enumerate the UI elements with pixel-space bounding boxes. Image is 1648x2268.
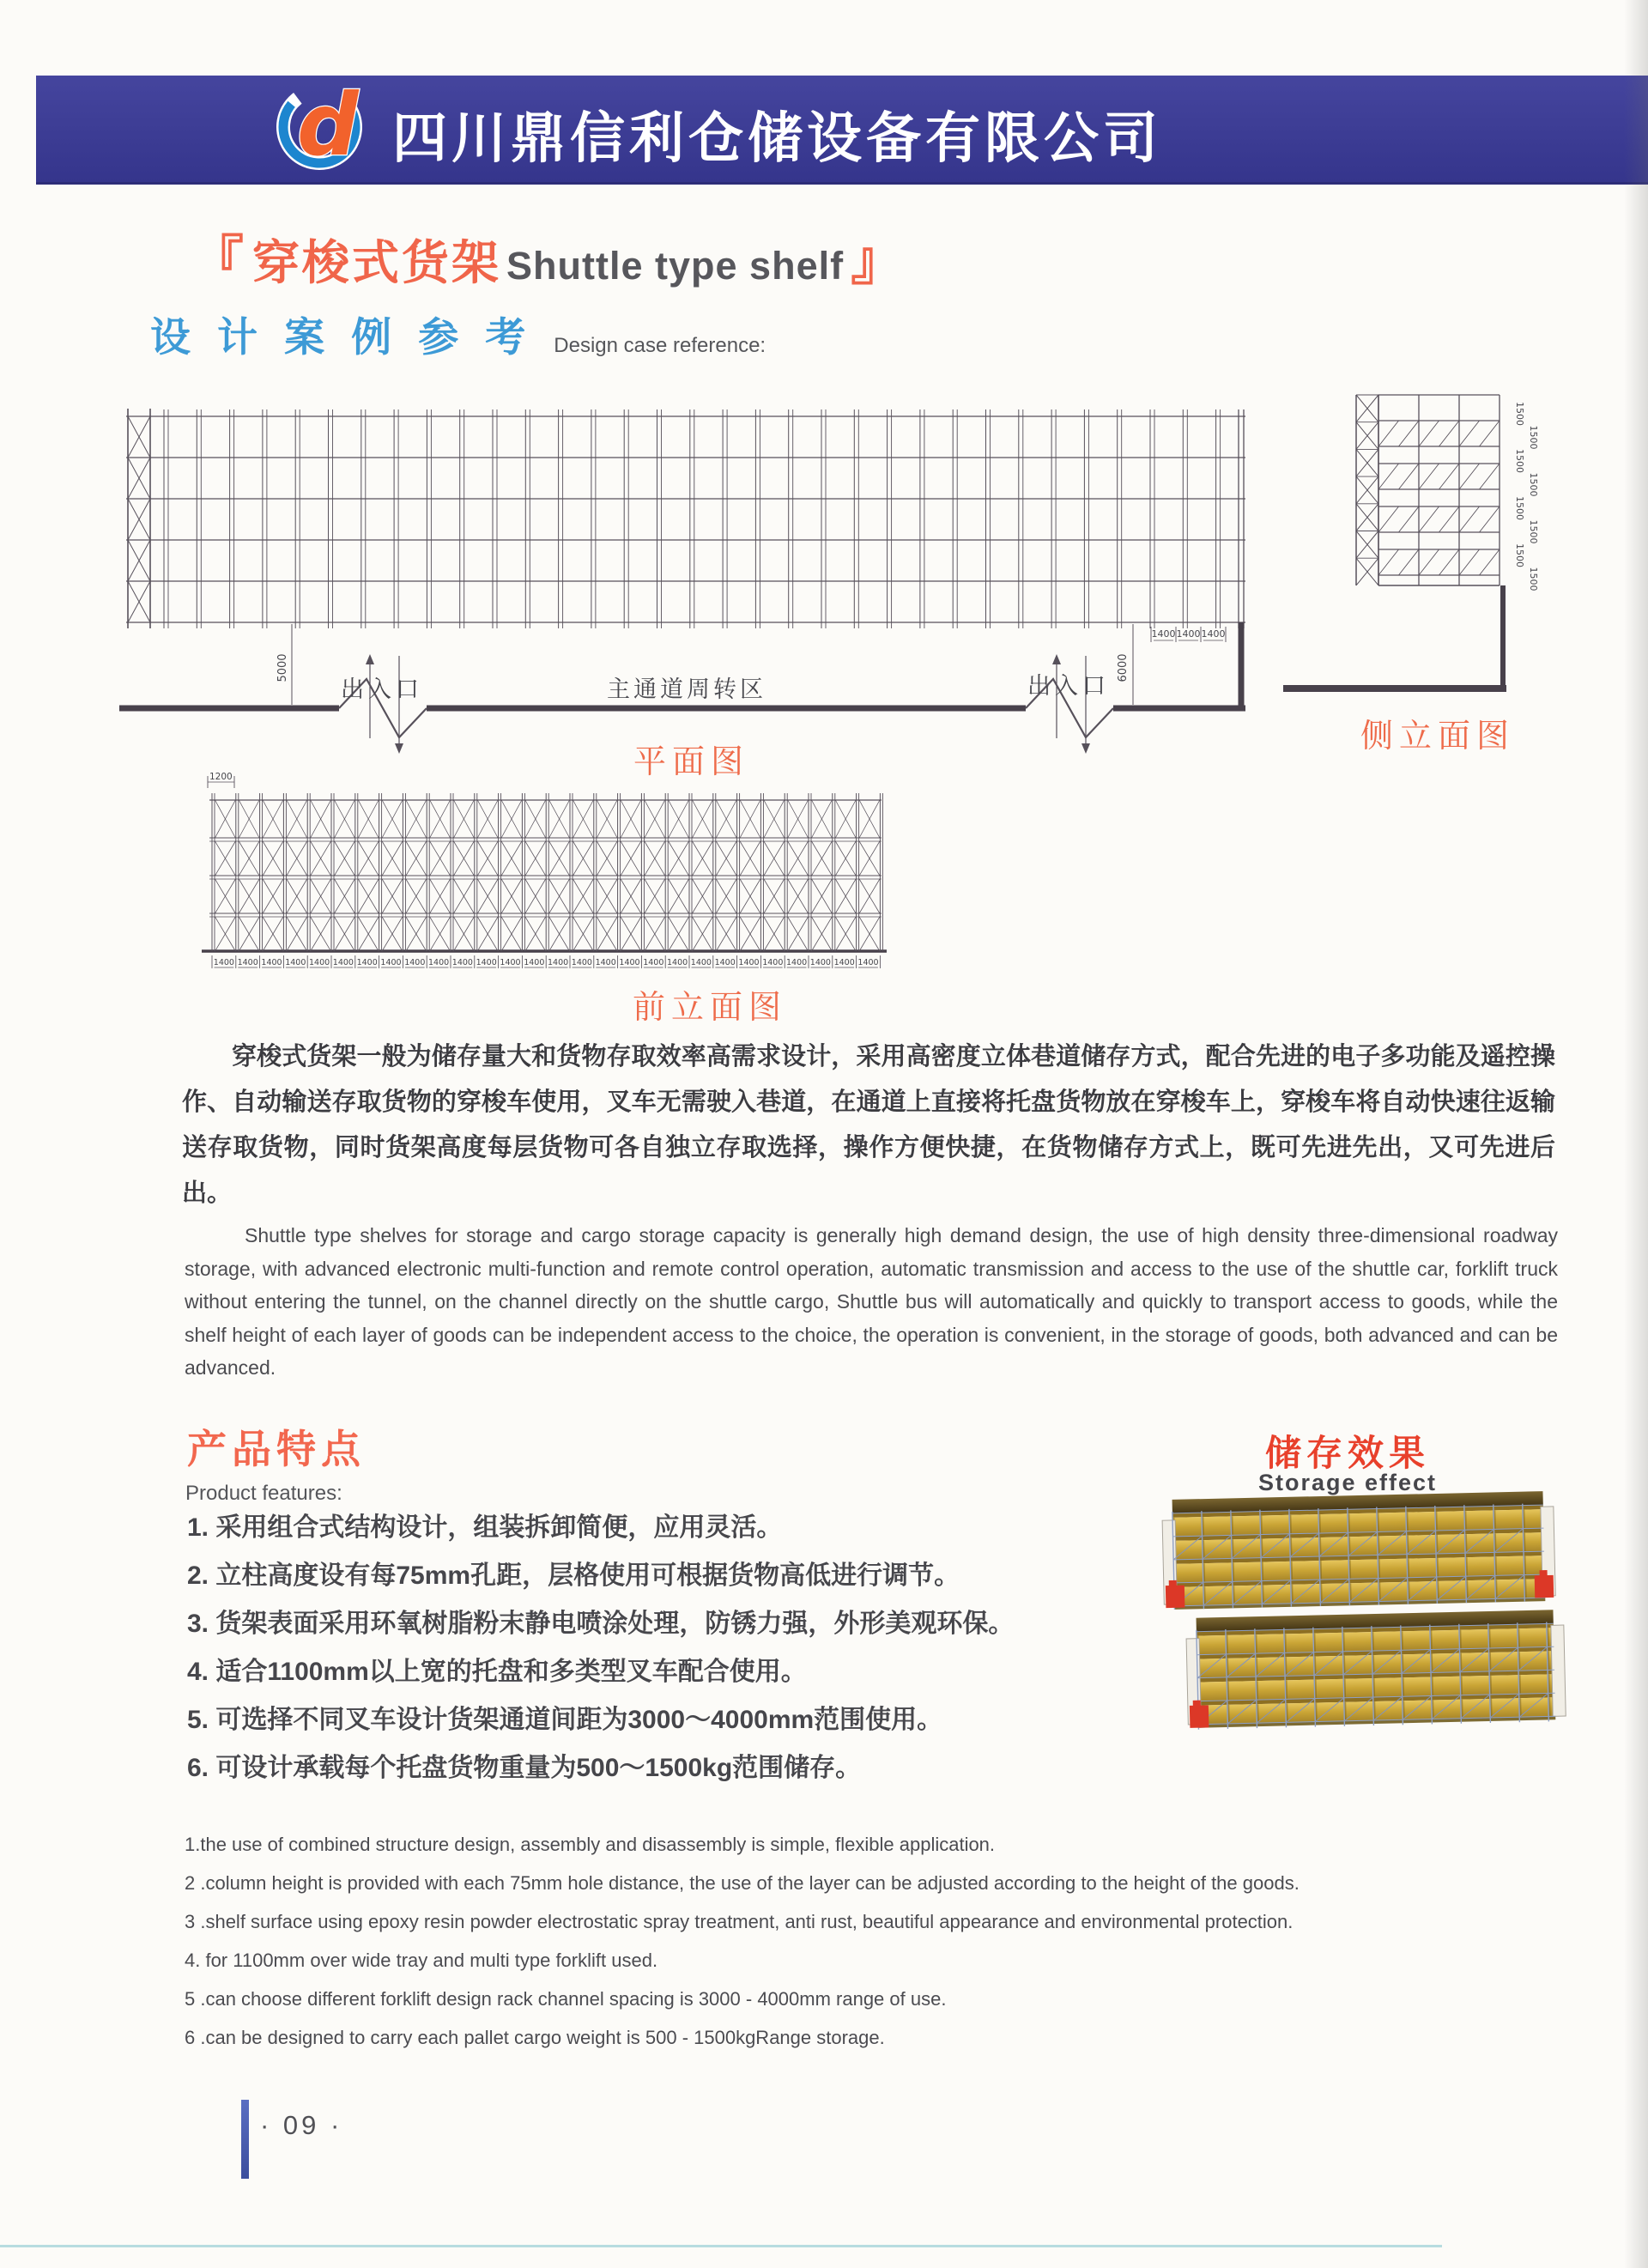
feature-item-cn: 2. 立柱高度设有每75mm孔距，层格使用可根据货物高低进行调节。 bbox=[187, 1562, 960, 1590]
feature-list-cn bbox=[187, 1504, 1183, 1792]
product-title bbox=[191, 225, 904, 293]
svg-text:1400: 1400 bbox=[524, 958, 545, 967]
feature-item-en: 1.the use of combined structure design, assembly and disassembly is simple, flexible application. bbox=[185, 1834, 996, 1855]
feature-item-cn: 5. 可选择不同叉车设计货架通道间距为3000～4000mm范围使用。 bbox=[187, 1706, 943, 1734]
svg-text:1400: 1400 bbox=[428, 958, 450, 967]
scan-edge-shade bbox=[1624, 0, 1648, 2268]
footer-accent-bar bbox=[241, 2100, 249, 2179]
svg-text:1400: 1400 bbox=[548, 958, 569, 967]
design-reference-en: Design case reference: bbox=[554, 334, 766, 357]
svg-text:5000: 5000 bbox=[276, 653, 289, 682]
intro-paragraph-en: Shuttle type shelves for storage and cargo storage capacity is generally high demand design, the use of high density three-dimensional roadway storage, with advanced electronic multi-function and remote control operation, automatic transmission and access to the use of the shuttle car, forklift truck without entering the tunnel, on the channel directly on the shuttle cargo, Shuttle bus will automatically and quickly to transport access to goods, while the shelf height of each layer of goods can be independent access to the choice, the operation is convenient, in the storage of goods, both advanced and can be advanced. bbox=[185, 1224, 1558, 1379]
title-bracket-close: 』 bbox=[851, 232, 905, 291]
storage-effect-photo-2 bbox=[1187, 1614, 1565, 1729]
svg-text:1400: 1400 bbox=[571, 958, 592, 967]
svg-text:1400: 1400 bbox=[667, 958, 688, 967]
svg-text:1200: 1200 bbox=[209, 772, 233, 782]
svg-text:1400: 1400 bbox=[619, 958, 640, 967]
svg-text:1400: 1400 bbox=[738, 958, 760, 967]
company-logo-icon bbox=[266, 65, 378, 185]
side-elevation-drawing bbox=[1343, 386, 1627, 764]
svg-text:1400: 1400 bbox=[356, 958, 378, 967]
feature-item-cn: 3. 货架表面采用环氧树脂粉末静电喷涂处理，防锈力强，外形美观环保。 bbox=[187, 1610, 1015, 1638]
intro-paragraph-cn: 穿梭式货架一般为储存量大和货物存取效率高需求设计，采用高密度立体巷道储存方式，配合先进的电子多功能及遥控操作、自动输送存取货物的穿梭车使用，叉车无需驶入巷道，在通道上直接将托盘货物放在穿梭车上，穿梭车将自动快速往返输送存取货物，同时货架高度每层货物可各自独立存取选择，操作方便快捷，在货物储存方式上，既可先进先出，又可先进后出。 bbox=[182, 1043, 1555, 1207]
storage-effect-heading-cn: 储存效果 bbox=[1264, 1433, 1430, 1473]
design-reference-cn: 设 计 案 例 参 考 bbox=[150, 314, 534, 360]
svg-text:1500: 1500 bbox=[1514, 543, 1525, 567]
feature-item-en: 6 .can be designed to carry each pallet cargo weight is 500 - 1500kgRange storage. bbox=[185, 2027, 885, 2048]
svg-text:1400: 1400 bbox=[332, 958, 354, 967]
svg-text:1500: 1500 bbox=[1514, 449, 1525, 473]
svg-text:1400: 1400 bbox=[809, 958, 831, 967]
svg-text:1400: 1400 bbox=[237, 958, 258, 967]
company-name: 四川鼎信利仓储设备有限公司 bbox=[392, 107, 1162, 169]
product-features-heading-cn: 产品特点 bbox=[187, 1427, 366, 1471]
feature-item-cn: 4. 适合1100mm以上宽的托盘和多类型叉车配合使用。 bbox=[187, 1658, 807, 1686]
feature-list-en bbox=[185, 1825, 1627, 2057]
front-elevation-drawing bbox=[202, 768, 888, 1000]
svg-text:1400: 1400 bbox=[714, 958, 736, 967]
svg-text:1400: 1400 bbox=[451, 958, 473, 967]
svg-text:1400: 1400 bbox=[261, 958, 282, 967]
svg-text:1400: 1400 bbox=[595, 958, 616, 967]
company-banner bbox=[36, 76, 1648, 185]
svg-text:1400: 1400 bbox=[309, 958, 330, 967]
svg-text:1400: 1400 bbox=[1176, 628, 1201, 640]
svg-text:1500: 1500 bbox=[1514, 496, 1525, 520]
svg-text:1400: 1400 bbox=[500, 958, 521, 967]
svg-text:出入口: 出入口 bbox=[1027, 673, 1110, 700]
svg-text:1400: 1400 bbox=[476, 958, 497, 967]
side-elevation-label: 侧立面图 bbox=[1360, 719, 1516, 755]
svg-text:1400: 1400 bbox=[1151, 628, 1176, 640]
svg-text:1400: 1400 bbox=[380, 958, 402, 967]
feature-item-cn: 1. 采用组合式结构设计，组装拆卸简便，应用灵活。 bbox=[187, 1513, 783, 1542]
svg-text:主通道周转区: 主通道周转区 bbox=[607, 676, 766, 703]
svg-text:1400: 1400 bbox=[643, 958, 664, 967]
svg-text:1500: 1500 bbox=[1528, 425, 1539, 450]
plan-view-label: 平面图 bbox=[633, 744, 750, 780]
svg-text:1400: 1400 bbox=[404, 958, 426, 967]
feature-item-en: 2 .column height is provided with each 75mm hole distance, the use of the layer can be adjusted according to the height of the goods. bbox=[185, 1872, 1300, 1894]
svg-text:1400: 1400 bbox=[213, 958, 234, 967]
bottom-rule bbox=[0, 2245, 1442, 2247]
product-title-en: Shuttle type shelf bbox=[506, 244, 845, 288]
svg-text:1400: 1400 bbox=[786, 958, 808, 967]
svg-text:1400: 1400 bbox=[285, 958, 306, 967]
feature-item-en: 3 .shelf surface using epoxy resin powder electrostatic spray treatment, anti rust, beautiful appearance and environmental protection. bbox=[185, 1911, 1294, 1932]
svg-text:1400: 1400 bbox=[857, 958, 879, 967]
front-elevation-label: 前立面图 bbox=[633, 990, 788, 1026]
page-number: · 09 · bbox=[260, 2110, 343, 2140]
svg-text:1400: 1400 bbox=[762, 958, 784, 967]
svg-text:1500: 1500 bbox=[1528, 519, 1539, 544]
logo-letter: d bbox=[297, 75, 359, 175]
svg-text:1400: 1400 bbox=[690, 958, 712, 967]
title-bracket-open: 『 bbox=[191, 232, 245, 291]
design-reference-heading bbox=[150, 306, 766, 363]
svg-text:6000: 6000 bbox=[1117, 653, 1130, 682]
product-title-cn: 穿梭式货架 bbox=[252, 236, 502, 289]
feature-item-en: 5 .can choose different forklift design rack channel spacing is 3000 - 4000mm range of use. bbox=[185, 1988, 947, 2010]
plan-view-drawing bbox=[124, 395, 1266, 755]
svg-text:1500: 1500 bbox=[1514, 402, 1525, 426]
storage-effect-photo-1 bbox=[1163, 1495, 1554, 1609]
svg-text:1400: 1400 bbox=[1201, 628, 1226, 640]
svg-text:1400: 1400 bbox=[833, 958, 855, 967]
product-features-heading-en: Product features: bbox=[185, 1482, 342, 1505]
feature-item-cn: 6. 可设计承载每个托盘货物重量为500～1500kg范围储存。 bbox=[187, 1754, 862, 1782]
svg-text:1500: 1500 bbox=[1528, 472, 1539, 497]
svg-text:出入口: 出入口 bbox=[341, 676, 423, 703]
feature-item-en: 4. for 1100mm over wide tray and multi type forklift used. bbox=[185, 1950, 658, 1971]
svg-text:1500: 1500 bbox=[1528, 567, 1539, 591]
storage-effect-heading-en: Storage effect bbox=[1257, 1470, 1438, 1495]
